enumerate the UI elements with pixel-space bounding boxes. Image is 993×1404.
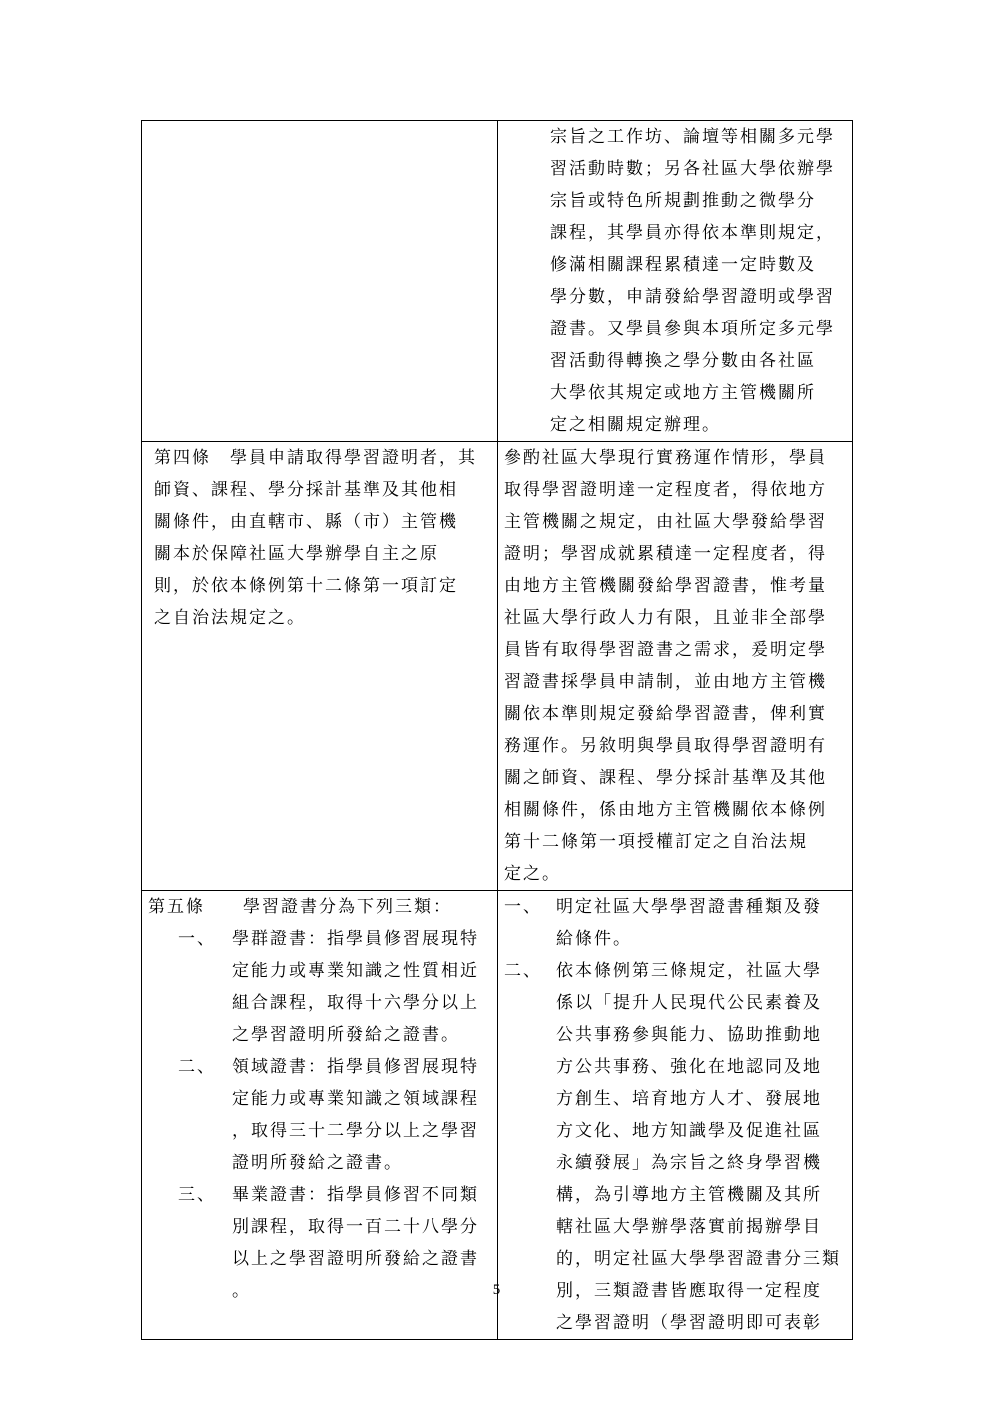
text-line: 學分數，申請發給學習證明或學習 — [550, 287, 835, 307]
item-number: 一、 — [178, 929, 216, 949]
text-line: 宗旨或特色所規劃推動之微學分 — [550, 191, 816, 211]
provision-comparison-table — [141, 120, 853, 1340]
explanation-cell — [498, 121, 853, 442]
text-line: 以上之學習證明所發給之證書 — [232, 1249, 479, 1269]
article-4-text — [148, 442, 491, 634]
article-cell — [142, 891, 498, 1340]
explanation-continued — [504, 121, 846, 441]
text-line: 則，於依本條例第十二條第一項訂定 — [154, 576, 458, 596]
text-line: 證明所發給之證書。 — [232, 1153, 403, 1173]
table-row — [142, 891, 853, 1340]
text-line: 方創生、培育地方人才、發展地 — [556, 1089, 822, 1109]
text-line: 關依本準則規定發給學習證書，俾利實 — [504, 704, 827, 724]
item-number: 二、 — [504, 961, 542, 981]
text-line: 習活動得轉換之學分數由各社區 — [550, 351, 816, 371]
text-line: 習證書採學員申請制，並由地方主管機 — [504, 672, 827, 692]
text-line: 定能力或專業知識之性質相近 — [232, 961, 479, 981]
article-4-explanation — [504, 442, 846, 890]
text-line: 之學習證明（學習證明即可表彰 — [556, 1313, 822, 1333]
text-line: 務運作。另敘明與學員取得學習證明有 — [504, 736, 827, 756]
text-line: 修滿相關課程累積達一定時數及 — [550, 255, 816, 275]
table-row — [142, 121, 853, 442]
text-line: 定之。 — [504, 864, 561, 884]
text-line: 領域證書：指學員修習展現特 — [232, 1057, 479, 1077]
text-line: 。 — [232, 1281, 251, 1301]
text-line: 關本於保障社區大學辦學自主之原 — [154, 544, 439, 564]
text-line: 依本條例第三條規定，社區大學 — [556, 961, 822, 981]
text-line: 取得學習證明達一定程度者，得依地方 — [504, 480, 827, 500]
article-cell — [142, 442, 498, 891]
text-line: 定之相關規定辦理。 — [550, 415, 721, 435]
text-line: 別課程，取得一百二十八學分 — [232, 1217, 479, 1237]
text-line: 第四條 學員申請取得學習證明者，其 — [154, 448, 477, 468]
text-line: 組合課程，取得十六學分以上 — [232, 993, 479, 1013]
text-line: 師資、課程、學分採計基準及其他相 — [154, 480, 458, 500]
list-item — [148, 923, 491, 1051]
text-line: 方公共事務、強化在地認同及地 — [556, 1057, 822, 1077]
text-line: 畢業證書：指學員修習不同類 — [232, 1185, 479, 1205]
table-row — [142, 442, 853, 891]
text-line: 係以「提升人民現代公民素養及 — [556, 993, 822, 1013]
page-number: 5 — [492, 1282, 501, 1298]
item-number: 三、 — [178, 1185, 216, 1205]
text-line: 社區大學行政人力有限，且並非全部學 — [504, 608, 827, 628]
text-line: 參酌社區大學現行實務運作情形，學員 — [504, 448, 827, 468]
item-number: 一、 — [504, 897, 542, 917]
text-line: 轄社區大學辦學落實前揭辦學目 — [556, 1217, 822, 1237]
text-line: 關之師資、課程、學分採計基準及其他 — [504, 768, 827, 788]
text-line: 之學習證明所發給之證書。 — [232, 1025, 460, 1045]
list-item — [148, 1051, 491, 1179]
text-line: 的，明定社區大學學習證書分三類 — [556, 1249, 841, 1269]
text-line: 宗旨之工作坊、論壇等相關多元學 — [550, 127, 835, 147]
text-line: 永續發展」為宗旨之終身學習機 — [556, 1153, 822, 1173]
list-item — [504, 891, 846, 955]
text-line: 之自治法規定之。 — [154, 608, 306, 628]
text-line: 由地方主管機關發給學習證書，惟考量 — [504, 576, 827, 596]
article-cell-empty — [142, 121, 498, 442]
text-line: 給條件。 — [556, 929, 632, 949]
text-line: 構，為引導地方主管機關及其所 — [556, 1185, 822, 1205]
explanation-cell — [498, 442, 853, 891]
text-line: ，取得三十二學分以上之學習 — [232, 1121, 479, 1141]
article-5-heading: 第五條 學習證書分為下列三類： — [148, 897, 452, 917]
text-line: 大學依其規定或地方主管機關所 — [550, 383, 816, 403]
item-number: 二、 — [178, 1057, 216, 1077]
text-line: 關條件，由直轄市、縣（市）主管機 — [154, 512, 458, 532]
text-line: 習活動時數；另各社區大學依辦學 — [550, 159, 835, 179]
text-line: 主管機關之規定，由社區大學發給學習 — [504, 512, 827, 532]
text-line: 公共事務參與能力、協助推動地 — [556, 1025, 822, 1045]
text-line: 員皆有取得學習證書之需求，爰明定學 — [504, 640, 827, 660]
text-line: 別，三類證書皆應取得一定程度 — [556, 1281, 822, 1301]
text-line: 證書。又學員參與本項所定多元學 — [550, 319, 835, 339]
text-line: 課程，其學員亦得依本準則規定， — [550, 223, 835, 243]
explanation-cell — [498, 891, 853, 1340]
text-line: 相關條件，係由地方主管機關依本條例 — [504, 800, 827, 820]
text-line: 學群證書：指學員修習展現特 — [232, 929, 479, 949]
text-line: 定能力或專業知識之領域課程 — [232, 1089, 479, 1109]
text-line: 證明；學習成就累積達一定程度者，得 — [504, 544, 827, 564]
text-line: 明定社區大學學習證書種類及發 — [556, 897, 822, 917]
text-line: 方文化、地方知識學及促進社區 — [556, 1121, 822, 1141]
text-line: 第十二條第一項授權訂定之自治法規 — [504, 832, 808, 852]
